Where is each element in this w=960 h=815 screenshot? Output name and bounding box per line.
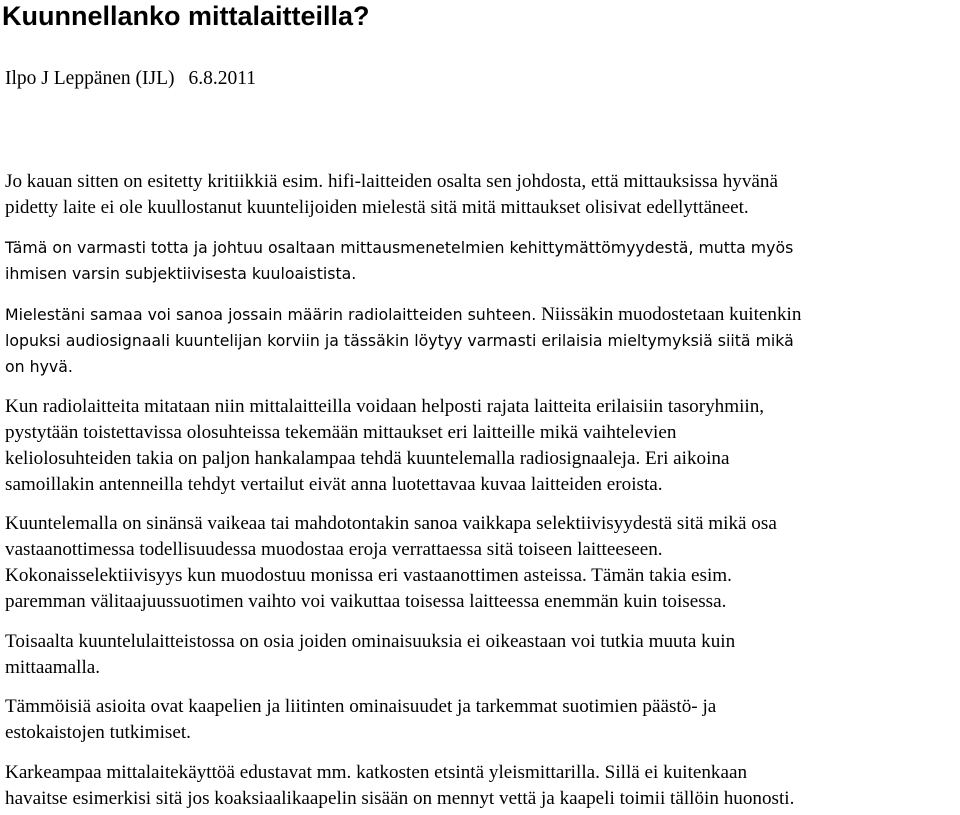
paragraph-line: pystytään toistettavissa olosuhteissa tekemään mittaukset eri laitteille mikä vaihtelevien: [5, 422, 677, 443]
paragraph-line: Kun radiolaitteita mitataan niin mittalaitteilla voidaan helposti rajata laitteita erilaisiin tasoryhmiin,: [5, 396, 765, 417]
paragraph-line: Kokonaisselektiivisyys kun muodostuu monissa eri vastaanottimen asteissa. Tämän takia esim.: [5, 565, 732, 586]
paragraph-line: Karkeampaa mittalaitekäyttöä edustavat mm. katkosten etsintä yleismittarilla. Sillä ei kuitenkaan: [5, 762, 748, 783]
paragraph-line: vastaanottimessa todellisuudessa muodostaa eroja verrattaessa sitä toiseen laitteeseen.: [5, 539, 663, 560]
paragraph-line: Tämmöisiä asioita ovat kaapelien ja liitinten ominaisuudet ja tarkemmat suotimien päästö- ja: [5, 696, 717, 717]
paragraph-5: [5, 511, 960, 615]
paragraph-line: mittaamalla.: [5, 657, 101, 678]
paragraph-2: [5, 235, 960, 287]
author: Ilpo J Leppänen (IJL): [5, 68, 175, 89]
paragraph-line: Toisaalta kuuntelulaitteistossa on osia joiden ominaisuuksia ei oikeastaan voi tutkia muuta kuin: [5, 631, 736, 652]
paragraph-8: [5, 760, 960, 812]
paragraph-line: on hyvä.: [5, 357, 73, 376]
paragraph-line: lopuksi audiosignaali kuuntelijan korviin ja tässäkin löytyy varmasti erilaisia mieltymyksiä siitä mikä: [5, 331, 794, 350]
paragraph-segment-sans: Mielestäni samaa voi sanoa jossain määrin radiolaitteiden suhteen.: [5, 305, 537, 324]
paragraph-7: [5, 694, 960, 746]
paragraph-4: [5, 394, 960, 498]
paragraph-segment-serif: Niissäkin muodostetaan kuitenkin: [536, 304, 802, 325]
paragraph-line: Kuuntelemalla on sinänsä vaikeaa tai mahdotontakin sanoa vaikkapa selektiivisyydestä sitä mikä osa: [5, 513, 777, 534]
document-title: Kuunnellanko mittalaitteilla?: [2, 1, 370, 31]
paragraph-line: keliolosuhteiden takia on paljon hankalampaa tehdä kuuntelemalla radiosignaaleja. Eri aikoina: [5, 448, 730, 469]
paragraph-line: ihmisen varsin subjektiivisesta kuuloaistista.: [5, 264, 357, 283]
byline: [5, 66, 256, 92]
paragraph-line: Jo kauan sitten on esitetty kritiikkiä esim. hifi-laitteiden osalta sen johdosta, että mittauksissa hyvänä: [5, 171, 778, 192]
paragraph-6: [5, 629, 960, 681]
paragraph-line: paremman välitaajuussuotimen vaihto voi vaikuttaa toisessa laitteessa enemmän kuin toisessa.: [5, 591, 727, 612]
date: 6.8.2011: [188, 68, 257, 89]
paragraph-line: havaitse esimerkisi sitä jos koaksiaalikaapelin sisään on mennyt vettä ja kaapeli toimii tällöin huonosti.: [5, 788, 795, 809]
paragraph-line: estokaistojen tutkimiset.: [5, 722, 191, 743]
paragraph-line: Tämä on varmasti totta ja johtuu osaltaan mittausmenetelmien kehittymättömyydestä, mutta myös: [5, 238, 794, 257]
paragraph-3: [5, 302, 960, 380]
paragraph-1: [5, 169, 960, 221]
paragraph-line: samoillakin antenneilla tehdyt vertailut eivät anna luotettavaa kuvaa laitteiden eroista.: [5, 474, 663, 495]
paragraph-line: [5, 302, 957, 328]
paragraph-line: pidetty laite ei ole kuullostanut kuuntelijoiden mielestä sitä mitä mittaukset olisivat edellyttäneet.: [5, 197, 749, 218]
